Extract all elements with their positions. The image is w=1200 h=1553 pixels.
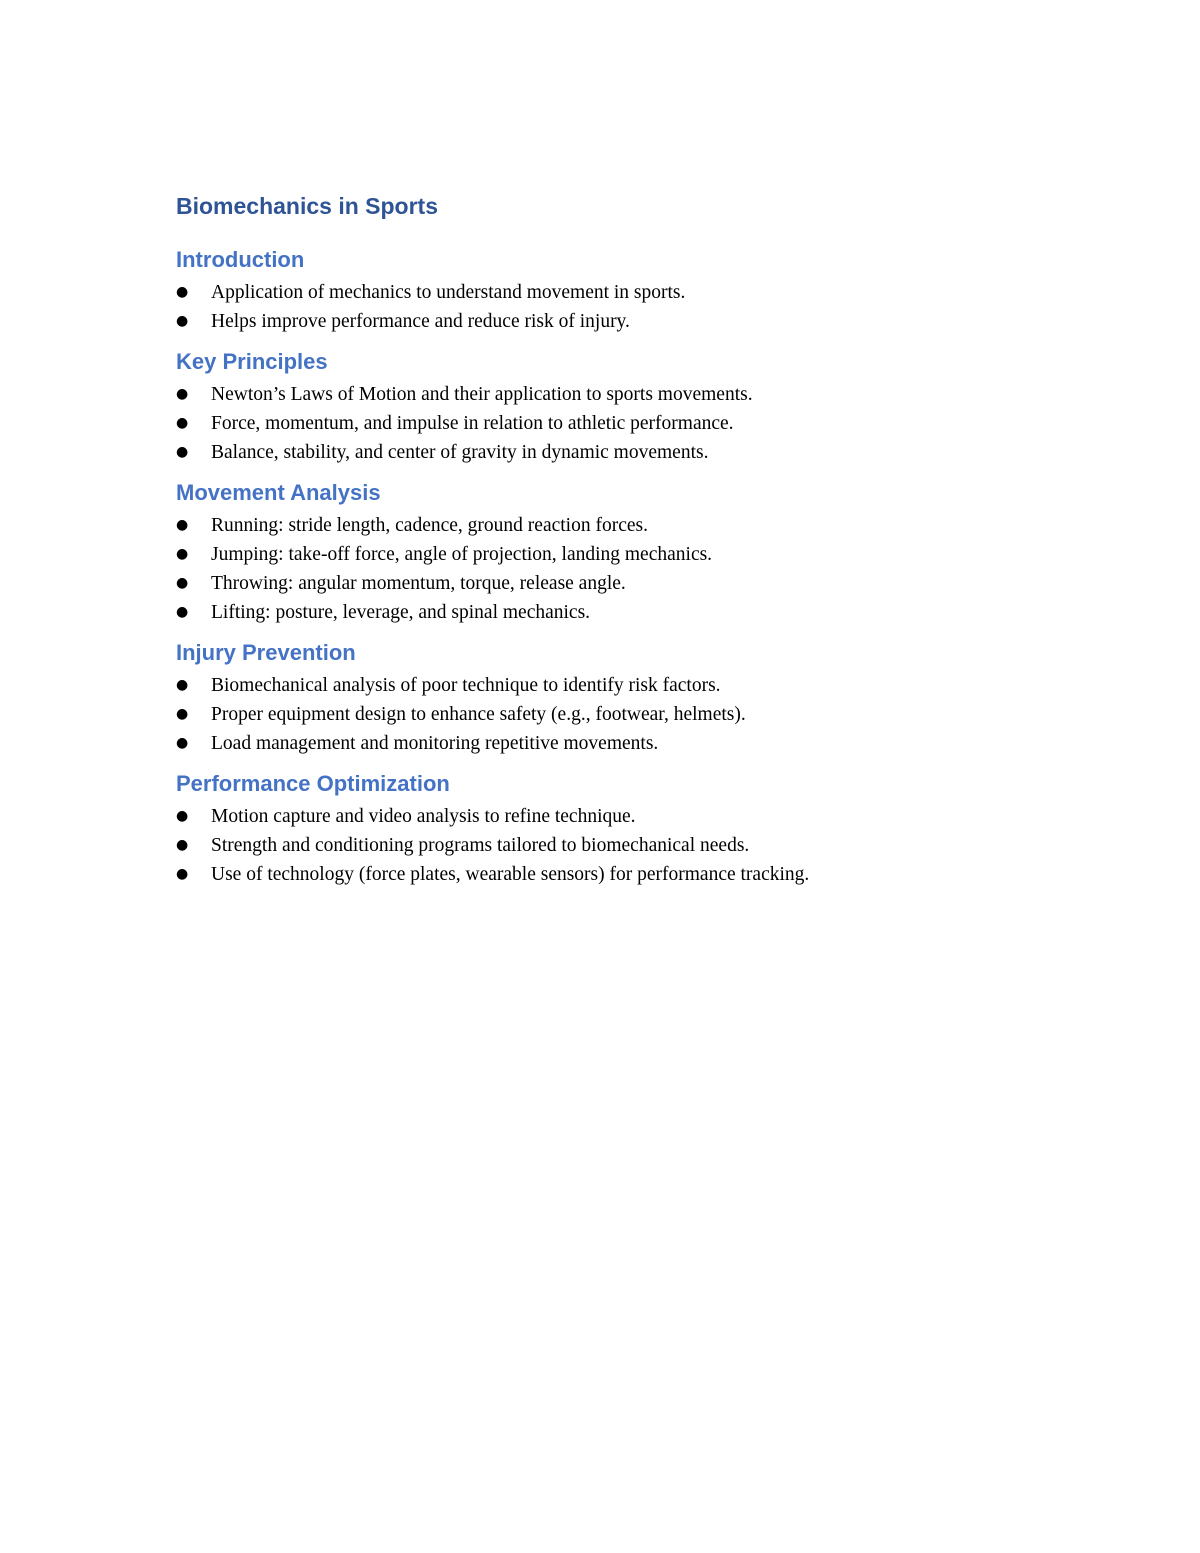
document-content [176, 190, 1036, 899]
list-item [176, 540, 1036, 569]
section [176, 477, 1036, 627]
bullet-icon: ● [176, 575, 189, 591]
bullet-icon: ● [176, 415, 189, 431]
section [176, 637, 1036, 758]
bullet-list [176, 511, 1036, 627]
list-item [176, 278, 1036, 307]
bullet-icon: ● [176, 313, 189, 329]
list-item [176, 511, 1036, 540]
list-item-text: Motion capture and video analysis to refine technique. [211, 806, 636, 827]
list-item-text: Use of technology (force plates, wearable sensors) for performance tracking. [211, 864, 810, 885]
list-item-text: Load management and monitoring repetitive movements. [211, 733, 659, 754]
list-item [176, 831, 1036, 860]
document-title: Biomechanics in Sports [176, 193, 439, 219]
section [176, 244, 1036, 336]
bullet-icon: ● [176, 546, 189, 562]
section-heading: Injury Prevention [176, 640, 356, 665]
section [176, 768, 1036, 889]
bullet-icon: ● [176, 444, 189, 460]
list-item-text: Application of mechanics to understand movement in sports. [211, 282, 686, 303]
list-item [176, 598, 1036, 627]
bullet-list [176, 802, 1036, 889]
list-item [176, 307, 1036, 336]
list-item [176, 729, 1036, 758]
bullet-icon: ● [176, 837, 189, 853]
list-item [176, 700, 1036, 729]
section [176, 346, 1036, 467]
list-item [176, 409, 1036, 438]
list-item-text: Strength and conditioning programs tailored to biomechanical needs. [211, 835, 750, 856]
list-item-text: Balance, stability, and center of gravity in dynamic movements. [211, 442, 709, 463]
section-heading: Movement Analysis [176, 480, 381, 505]
list-item-text: Running: stride length, cadence, ground reaction forces. [211, 515, 648, 536]
bullet-icon: ● [176, 386, 189, 402]
list-item-text: Newton’s Laws of Motion and their application to sports movements. [211, 384, 753, 405]
bullet-icon: ● [176, 808, 189, 824]
bullet-list [176, 671, 1036, 758]
section-heading: Key Principles [176, 349, 328, 374]
list-item [176, 438, 1036, 467]
list-item-text: Lifting: posture, leverage, and spinal mechanics. [211, 602, 591, 623]
list-item-text: Jumping: take-off force, angle of projection, landing mechanics. [211, 544, 713, 565]
bullet-icon: ● [176, 677, 189, 693]
bullet-icon: ● [176, 604, 189, 620]
list-item [176, 569, 1036, 598]
bullet-list [176, 380, 1036, 467]
section-heading: Performance Optimization [176, 771, 450, 796]
list-item [176, 860, 1036, 889]
bullet-icon: ● [176, 866, 189, 882]
list-item [176, 380, 1036, 409]
sections-container [176, 244, 1036, 889]
list-item-text: Force, momentum, and impulse in relation to athletic performance. [211, 413, 734, 434]
bullet-icon: ● [176, 284, 189, 300]
list-item-text: Throwing: angular momentum, torque, release angle. [211, 573, 626, 594]
list-item-text: Proper equipment design to enhance safety (e.g., footwear, helmets). [211, 704, 746, 725]
list-item-text: Biomechanical analysis of poor technique to identify risk factors. [211, 675, 721, 696]
bullet-icon: ● [176, 517, 189, 533]
list-item [176, 802, 1036, 831]
bullet-list [176, 278, 1036, 336]
list-item-text: Helps improve performance and reduce risk of injury. [211, 311, 630, 332]
section-heading: Introduction [176, 247, 305, 272]
list-item [176, 671, 1036, 700]
bullet-icon: ● [176, 735, 189, 751]
bullet-icon: ● [176, 706, 189, 722]
